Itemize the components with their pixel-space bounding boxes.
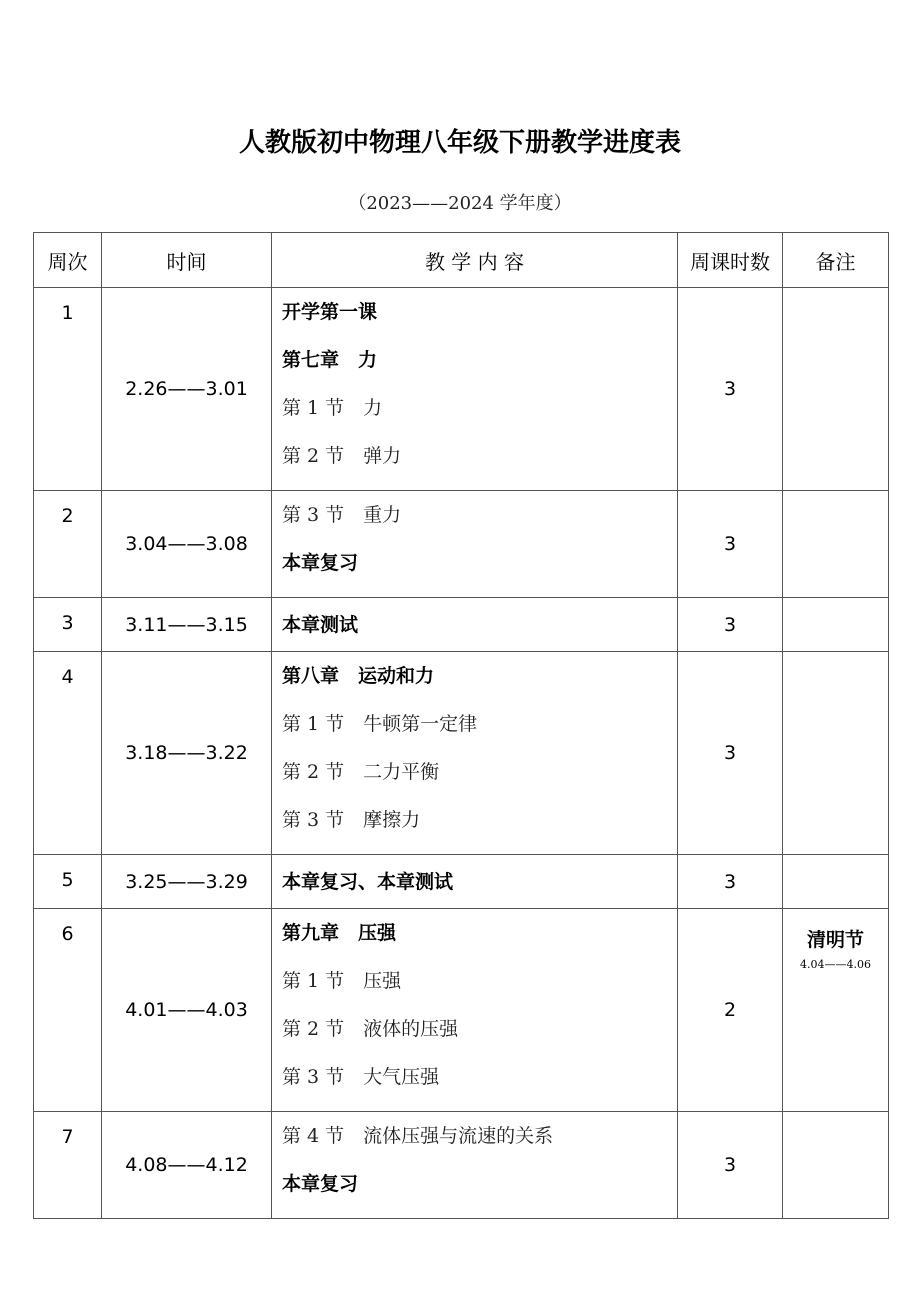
section-item: 第 1 节 力 — [282, 397, 383, 419]
remark — [783, 909, 889, 1112]
chapter-item: 第九章 压强 — [282, 922, 397, 944]
holiday-name: 清明节 — [806, 929, 864, 951]
week-number: 4 — [34, 652, 102, 855]
teaching-content — [272, 491, 678, 598]
week-number: 6 — [34, 909, 102, 1112]
week-number: 1 — [34, 288, 102, 491]
remark — [783, 598, 889, 652]
weekly-hours: 3 — [678, 288, 783, 491]
date-range: 3.25——3.29 — [102, 855, 272, 909]
date-range: 4.08——4.12 — [102, 1112, 272, 1219]
remark — [783, 491, 889, 598]
section-item: 第 3 节 大气压强 — [282, 1066, 440, 1088]
weekly-hours: 3 — [678, 598, 783, 652]
section-item: 第 3 节 摩擦力 — [282, 809, 421, 831]
header-row — [34, 233, 889, 288]
table-row — [34, 598, 889, 652]
remark — [783, 652, 889, 855]
header-content: 教 学 内 容 — [272, 233, 678, 288]
school-year: （2023——2024 学年度） — [348, 193, 572, 214]
header-note: 备注 — [783, 233, 889, 288]
date-range: 2.26——3.01 — [102, 288, 272, 491]
date-range: 4.01——4.03 — [102, 909, 272, 1112]
section-item: 第 3 节 重力 — [282, 504, 402, 526]
date-range: 3.18——3.22 — [102, 652, 272, 855]
holiday-dates: 4.04——4.06 — [800, 958, 871, 971]
section-item: 第 2 节 二力平衡 — [282, 761, 440, 783]
section-item: 第 1 节 压强 — [282, 970, 402, 992]
chapter-item: 本章复习 — [282, 552, 359, 574]
remark — [783, 288, 889, 491]
header-week: 周次 — [34, 233, 102, 288]
week-number: 7 — [34, 1112, 102, 1219]
header-time: 时间 — [102, 233, 272, 288]
teaching-content — [272, 652, 678, 855]
section-item: 第 4 节 流体压强与流速的关系 — [282, 1125, 554, 1147]
chapter-item: 本章测试 — [282, 613, 359, 636]
page-title: 人教版初中物理八年级下册教学进度表 — [238, 128, 681, 158]
weekly-hours: 3 — [678, 1112, 783, 1219]
chapter-item: 第八章 运动和力 — [282, 665, 435, 687]
weekly-hours: 3 — [678, 652, 783, 855]
section-item: 第 2 节 液体的压强 — [282, 1018, 459, 1040]
teaching-content — [272, 288, 678, 491]
week-number: 3 — [34, 598, 102, 652]
table-row — [34, 1112, 889, 1219]
header-hours: 周课时数 — [678, 233, 783, 288]
chapter-item: 第七章 力 — [282, 349, 378, 371]
table-row — [34, 288, 889, 491]
weekly-hours: 2 — [678, 909, 783, 1112]
weekly-hours: 3 — [678, 491, 783, 598]
teaching-content — [272, 1112, 678, 1219]
chapter-item: 本章复习 — [282, 1173, 359, 1195]
date-range: 3.04——3.08 — [102, 491, 272, 598]
table-row — [34, 855, 889, 909]
table-row — [34, 909, 889, 1112]
chapter-item: 开学第一课 — [282, 301, 378, 323]
section-item: 第 2 节 弹力 — [282, 445, 402, 467]
schedule-table — [33, 232, 889, 1219]
section-item: 第 1 节 牛顿第一定律 — [282, 713, 478, 735]
week-number: 2 — [34, 491, 102, 598]
teaching-content — [272, 598, 678, 652]
table-row — [34, 491, 889, 598]
date-range: 3.11——3.15 — [102, 598, 272, 652]
teaching-content — [272, 855, 678, 909]
remark — [783, 855, 889, 909]
remark — [783, 1112, 889, 1219]
table-row — [34, 652, 889, 855]
chapter-item: 本章复习、本章测试 — [282, 870, 454, 893]
weekly-hours: 3 — [678, 855, 783, 909]
week-number: 5 — [34, 855, 102, 909]
teaching-content — [272, 909, 678, 1112]
